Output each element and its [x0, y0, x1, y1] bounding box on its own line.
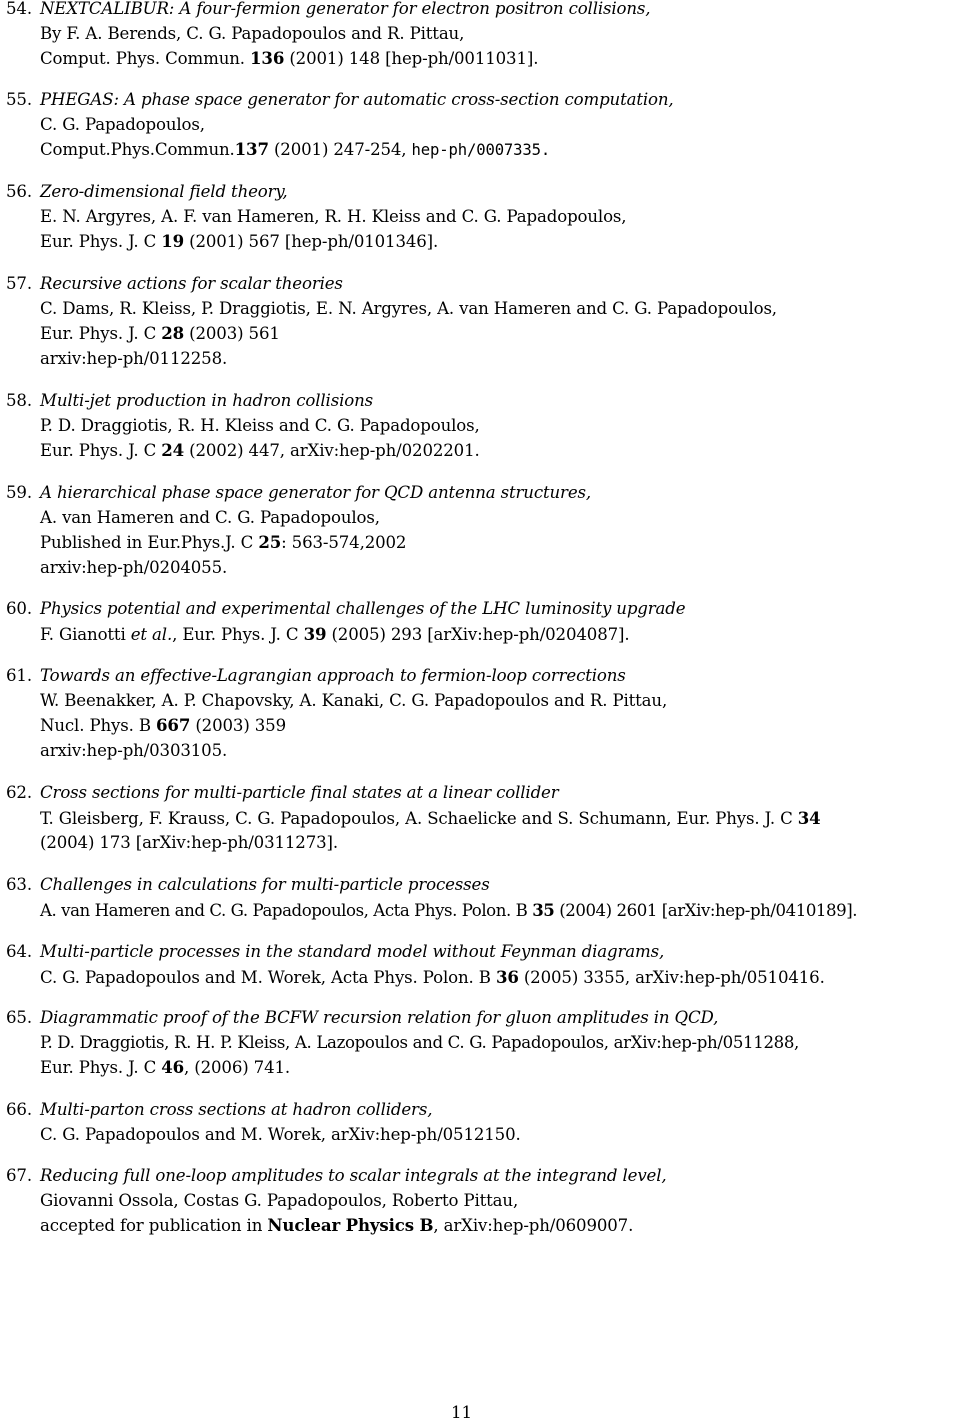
reference-item-56 [6, 180, 626, 255]
reference-publication: Nucl. Phys. B 667 (2003) 359 [40, 715, 286, 736]
et-al: et al. [130, 624, 173, 644]
reference-number: 62. [6, 783, 32, 802]
reference-number: 67. [6, 1166, 32, 1185]
reference-number: 56. [6, 182, 32, 201]
reference-title: Diagrammatic proof of the BCFW recursion relation for gluon amplitudes in QCD, [40, 1008, 719, 1027]
reference-number: 66. [6, 1100, 32, 1119]
reference-publication: Eur. Phys. J. C 24 (2002) 447, arXiv:hep-ph/0202201. [40, 440, 480, 461]
reference-authors: E. N. Argyres, A. F. van Hameren, R. H. Kleiss and C. G. Papadopoulos, [40, 206, 627, 226]
reference-number: 54. [6, 0, 32, 18]
reference-title: Multi-parton cross sections at hadron colliders, [40, 1100, 433, 1119]
reference-publication: Published in Eur.Phys.J. C 25: 563-574,2002 [40, 532, 407, 553]
reference-item-62 [6, 781, 821, 856]
reference-item-60 [6, 597, 685, 647]
reference-publication: Eur. Phys. J. C 28 (2003) 561 [40, 323, 280, 344]
reference-item-63 [6, 873, 857, 923]
volume-number: 136 [250, 48, 285, 69]
reference-publication: accepted for publication in Nuclear Physics B, arXiv:hep-ph/0609007. [40, 1215, 634, 1236]
reference-authors: A. van Hameren and C. G. Papadopoulos, Acta Phys. Polon. B 35 (2004) 2601 [arXiv:hep-ph/0410189]. [40, 899, 858, 920]
reference-number: 55. [6, 90, 32, 109]
volume-number: 36 [495, 966, 519, 987]
reference-title: Recursive actions for scalar theories [40, 274, 343, 293]
volume-number: 39 [303, 623, 327, 644]
reference-authors: C. G. Papadopoulos and M. Worek, Acta Phys. Polon. B 36 (2005) 3355, arXiv:hep-ph/0510416. [40, 966, 825, 987]
reference-title: PHEGAS: A phase space generator for automatic cross-section computation, [40, 90, 674, 109]
reference-title: Reducing full one-loop amplitudes to scalar integrals at the integrand level, [40, 1166, 667, 1185]
journal-name: Nuclear Physics B [267, 1215, 434, 1236]
reference-item-65 [6, 1006, 799, 1081]
reference-item-57 [6, 272, 777, 371]
volume-number: 19 [161, 231, 185, 252]
volume-number: 24 [161, 440, 185, 461]
reference-authors: F. Gianotti et al., Eur. Phys. J. C 39 (2005) 293 [arXiv:hep-ph/0204087]. [40, 623, 630, 644]
volume-number: 137 [234, 139, 269, 160]
reference-title: Zero-dimensional field theory, [40, 182, 288, 201]
reference-number: 59. [6, 483, 32, 502]
reference-number: 63. [6, 875, 32, 894]
reference-arxiv: arxiv:hep-ph/0112258. [40, 348, 228, 368]
reference-title: NEXTCALIBUR: A four-fermion generator for electron positron collisions, [40, 0, 651, 18]
reference-title: Physics potential and experimental challenges of the LHC luminosity upgrade [40, 599, 686, 618]
page-number: 11 [450, 1403, 473, 1422]
reference-number: 60. [6, 599, 32, 618]
reference-authors: P. D. Draggiotis, R. H. P. Kleiss, A. Lazopoulos and C. G. Papadopoulos, arXiv:hep-ph/0511288, [40, 1032, 799, 1052]
arxiv-id: hep-ph/0007335. [411, 141, 551, 160]
reference-authors: C. Dams, R. Kleiss, P. Draggiotis, E. N. Argyres, A. van Hameren and C. G. Papadopoulos, [40, 298, 777, 318]
reference-authors: By F. A. Berends, C. G. Papadopoulos and R. Pittau, [40, 23, 465, 43]
volume-number: 28 [161, 323, 185, 344]
volume-number: 25 [258, 532, 282, 553]
reference-authors: T. Gleisberg, F. Krauss, C. G. Papadopoulos, A. Schaelicke and S. Schumann, Eur. Phys. J. C 34 [40, 807, 821, 828]
reference-authors: A. van Hameren and C. G. Papadopoulos, [40, 507, 380, 527]
reference-publication: (2004) 173 [arXiv:hep-ph/0311273]. [40, 833, 338, 853]
reference-number: 64. [6, 942, 32, 961]
reference-number: 61. [6, 666, 32, 685]
reference-authors: P. D. Draggiotis, R. H. Kleiss and C. G. Papadopoulos, [40, 415, 480, 435]
reference-item-54 [6, 0, 650, 72]
reference-arxiv: arxiv:hep-ph/0303105. [40, 740, 228, 760]
reference-item-55 [6, 88, 674, 163]
reference-publication: Eur. Phys. J. C 46, (2006) 741. [40, 1057, 291, 1078]
reference-authors: W. Beenakker, A. P. Chapovsky, A. Kanaki, C. G. Papadopoulos and R. Pittau, [40, 690, 668, 710]
reference-number: 57. [6, 274, 32, 293]
volume-number: 34 [797, 807, 821, 828]
reference-title: A hierarchical phase space generator for QCD antenna structures, [40, 483, 591, 502]
reference-title: Cross sections for multi-particle final states at a linear collider [40, 783, 559, 802]
reference-authors: C. G. Papadopoulos and M. Worek, arXiv:hep-ph/0512150. [40, 1124, 521, 1144]
reference-title: Multi-particle processes in the standard model without Feynman diagrams, [40, 942, 665, 961]
reference-number: 58. [6, 391, 32, 410]
reference-number: 65. [6, 1008, 32, 1027]
reference-title: Multi-jet production in hadron collisions [40, 391, 373, 410]
reference-arxiv: arxiv:hep-ph/0204055. [40, 557, 228, 577]
reference-item-67 [6, 1164, 667, 1239]
reference-publication: Comput. Phys. Commun. 136 (2001) 148 [hep-ph/0011031]. [40, 48, 539, 69]
reference-item-58 [6, 389, 480, 464]
reference-item-59 [6, 481, 591, 580]
reference-item-66 [6, 1098, 521, 1147]
volume-number: 46 [161, 1057, 185, 1078]
reference-authors: C. G. Papadopoulos, [40, 114, 205, 134]
reference-title: Challenges in calculations for multi-particle processes [40, 875, 490, 894]
reference-publication: Comput.Phys.Commun.137 (2001) 247-254, hep-ph/0007335. [40, 139, 551, 160]
reference-item-64 [6, 940, 825, 990]
reference-title: Towards an effective-Lagrangian approach to fermion-loop corrections [40, 666, 626, 685]
volume-number: 35 [532, 899, 555, 920]
reference-publication: Eur. Phys. J. C 19 (2001) 567 [hep-ph/0101346]. [40, 231, 439, 252]
reference-item-61 [6, 664, 667, 763]
volume-number: 667 [156, 715, 191, 736]
reference-authors: Giovanni Ossola, Costas G. Papadopoulos, Roberto Pittau, [40, 1190, 519, 1210]
